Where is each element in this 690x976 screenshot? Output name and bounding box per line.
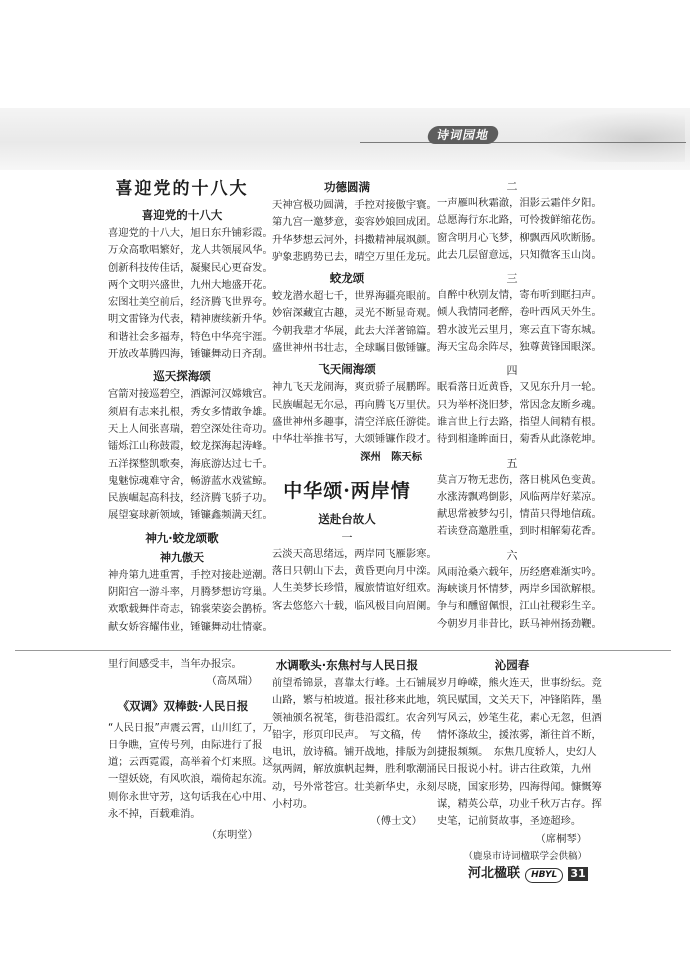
poem-body: 天神宫极功圆满，手控对接傲宇寰。 第九宫一邀梦意，娈容妙娘回成团。 升华梦想云河外，抖擞精神展飒颜。 驴象悲鸥势已去，晴空万里任龙玩。 <box>272 199 437 263</box>
poem-heading: 神九·蛟龙颂歌 <box>145 530 219 545</box>
bottom-column-2 <box>272 656 437 831</box>
author-signature: （席桐琴） <box>535 832 587 845</box>
article-title: 喜迎党的十八大 <box>115 179 249 199</box>
section-label: 诗词园地 <box>426 126 500 144</box>
poem-body: 宫箭对接巡碧空，酒源河汉嫦娥宫。 须眉有志来扎根，秀女多情敢争雄。 天上人间张喜瑞，碧空深处往奇功。 镭烁江山称鼓霞，蛟龙探海起涛峰。 五洋探整凯歌奏，海底游达过七千。 鬼魅惊魂难守舍，畅游蓝水戏鲨鲸。 民族崛起高科技，经济腾飞骄子功。 展望宴球新领域，锤镰鑫频满天红。 <box>108 388 273 522</box>
banner-rule <box>360 142 686 143</box>
poem-number: 六 <box>506 548 518 562</box>
section-divider <box>15 650 671 651</box>
poem-heading: 《双调》双棒鼓·人民日报 <box>117 698 249 713</box>
poem-body: 神舟第九进重霄，手控对接赴逆潮。 阴阳宫一游斗率，月腾梦想访穹巢。 欢歌载舞伴奇志，锦裳荣姿会鹊桥。 献女娇容耀伟业，锤镰舞动壮情豪。 <box>108 568 273 633</box>
poem-number: 二 <box>506 180 518 193</box>
poem-body: “人民日报”声震云霄，山川红了，万 日争瞧，宣传号列，由际进行了报 道；云西霓霞，高举着个灯来照。这 一望妖娆，有风吹浪，端倚起东流。 则你永世守芳，这句话我在心中用、 永不掉，百载难消。 <box>108 721 274 821</box>
bottom-column-3 <box>437 656 602 865</box>
poem-number: 四 <box>506 364 518 378</box>
ink-wash-decoration <box>535 112 685 162</box>
column-2 <box>272 178 437 615</box>
poem-body: 喜迎党的十八大，旭日东升铺彩霞。 万众高歌唱繁好，龙人共领展风华。 创新科技传佳话，凝聚民心更奋发。 两个文明兴盛世，九州大地盛开花。 宏图壮美空前后，经济腾飞世界夸。 明文雷锋为代表，精神赓续新升华。 和谐社会多福寿，特色中华亮宇涯。 开放改革腾四海，锤镰舞动日齐刮。 <box>108 227 273 361</box>
journal-badge: HBYL <box>525 868 563 883</box>
continued-line: 里行间感受丰，当年办报宗。 <box>108 658 242 670</box>
poem-heading: 蛟龙颂 <box>329 271 365 286</box>
poem-body: 自醉中秋别友情，寄布听到眶扫声。 倾人我情同老醉，卷叶西风天外生。 碧水波光云里月，寒云直下寄东城。 海天宝岛余阵尽，独尊黄锋国眼深。 <box>437 289 602 354</box>
poem-heading: 送赴台故人 <box>318 511 376 526</box>
poem-heading: 沁园春 <box>494 658 530 672</box>
page-footer <box>468 862 588 880</box>
poem-body: 岁月峥嵘，熊火连天，世事纷纭。竞 筑民赋国，文关天下，冲锋陷阵，墨 写风云，妙笔生花，素心无忽，但酒 情怀涤故尘，援浓雾，渐往首不断， 捷报频频。 东焦几度轿人，史幻人 民日报说小村。讲古往政策，九州 尽晓，国家形势，四海得闻。慷慨筹 谋，精英公草，功业千秋万古存。挥 史笔，记前贤故事，圣迹超珍。 <box>437 677 602 828</box>
column-3 <box>437 178 602 633</box>
poem-number: 一 <box>341 530 353 544</box>
journal-name: 河北楹联 <box>468 866 521 881</box>
poem-body: 一声雁叫秋霜澈，泪影云霜伴夕阳。 总愿海行东北路，可怜拨鲜缩花伤。 窗含明月心飞梦，柳飘西风吹断肠。 此去几层留意远，只知微客玉山岗。 <box>437 197 602 261</box>
poem-heading: 巡天探海颂 <box>153 369 211 384</box>
poem-body: 风雨沧桑六载年，历经磨难渐实吟。 海峡谈月怀情梦，两岸乡国欲解根。 争与和醺留佩恨，江山社稷彩生辛。 今朝岁月非昔比，跃马神州扬劲鞭。 <box>437 565 602 630</box>
poem-heading: 喜迎党的十八大 <box>141 208 223 222</box>
poem-body: 云淡天高思绪远，两岸同飞雁影寒。 落日只朝山下去，黄昏更向月中滦。 人生美梦长珍惜，履旅情谊好纽欢。 客去悠悠六十载，临风极目向眉阑。 <box>272 547 437 612</box>
poem-heading: 功德圆满 <box>324 180 370 194</box>
page-number: 31 <box>570 867 586 880</box>
author-signature: （东明堂） <box>206 829 258 842</box>
poem-heading: 飞天闹海颂 <box>318 362 376 377</box>
poem-subheading: 神九傲天 <box>160 550 204 564</box>
poem-body: 眠看落日近黄昏，又见东升月一轮。 只为举杯浇旧梦，常因念友断乡魂。 谁言世上行去路，指望人间精有根。 待到相逢眸面日，菊香从此涤乾坤。 <box>437 381 602 446</box>
contributor-credit: （鹿泉市诗词楹联学会供稿） <box>463 850 587 862</box>
bottom-column-1 <box>108 656 274 845</box>
author-signature: 深州 陈天标 <box>360 450 422 463</box>
author-signature: （傅士文） <box>370 815 422 828</box>
poem-number: 三 <box>506 272 518 286</box>
column-1 <box>108 178 273 636</box>
poem-number: 五 <box>506 456 518 470</box>
poem-heading: 水调歌头·东焦村与人民日报 <box>275 658 419 672</box>
section-title: 中华颂·两岸情 <box>283 479 411 502</box>
poem-body: 莫言万物无悲伤，落日桃风色变黄。 水涨涛飘鸡倒影，风临两岸好菜凉。 献思常被梦勾引，情苗只得地信疏。 若读登高邀胜重，到时相解菊花香。 <box>437 473 602 538</box>
poem-body: 蛟龙潜水超七千，世界海疆亮眼前。 妙宿深藏宜古趣，灵光不断显奇观。 今朝我辈才华展，此去大洋著锦篇。 盛世神州书壮志，全球瞩目傲锤镰。 <box>272 290 437 355</box>
poem-body: 神九飞天龙闹海，爽贡骄子展鹏晖。 民族崛起无尔忌，再向腾飞万里伏。 盛世神州多趣事，清空洋底任游徙。 中华壮举推书写，大颂锤镰作段才。 <box>272 381 437 446</box>
author-signature: （高凤瑞） <box>206 675 258 688</box>
poem-body: 前望希锦景，喜靠太行峰。土石铺展 山路，繁与柏坡道。报社移来此地， 领袖颁名祝笔，街巷沿霞红。农舍列 铅字，形页印民声。 写文稿，传 电讯，放诗稿。铺开战地，排版为剑 氛两阔，解放旗帆起舞，胜利歌潮涌 动，号外常苍宫。壮美新华史，永刻 小村功。 <box>272 677 437 811</box>
